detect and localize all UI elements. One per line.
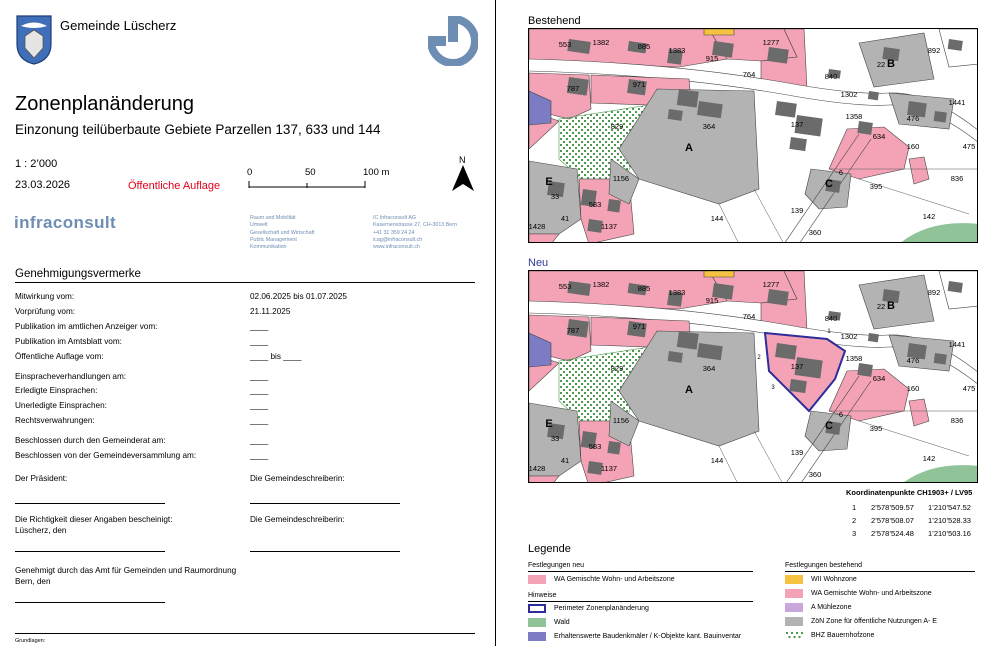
- parcel-number: 142: [922, 212, 936, 221]
- parcel-number: 1383: [668, 288, 686, 297]
- approval-value: ____: [250, 322, 269, 331]
- legend-label: ZöN Zone für öffentliche Nutzungen A- E: [811, 618, 937, 625]
- building: [868, 91, 879, 100]
- infraconsult-services: Raum und Mobilität Umwelt Gesellschaft und Wirtschaft Public Management Kommunikation: [250, 215, 315, 251]
- parcel-number: 476: [906, 356, 920, 365]
- coord-east: 2’578’524.48: [871, 529, 914, 538]
- map-title-new: Neu: [528, 257, 549, 269]
- coord-num: 1: [852, 503, 857, 512]
- parcel-number: 553: [558, 282, 572, 291]
- parcel-number: 160: [906, 384, 920, 393]
- parcel-number: 840: [824, 314, 838, 323]
- forest: [899, 465, 978, 483]
- parcel-number: 6: [838, 168, 844, 177]
- approval-label: Öffentliche Auflage vom:: [15, 352, 104, 361]
- parcel-number: 395: [869, 182, 883, 191]
- heading-divider: [15, 282, 475, 283]
- parcel-number: 364: [702, 122, 716, 131]
- page-title: Zonenplanänderung: [15, 93, 195, 115]
- parcel-number: 634: [872, 132, 886, 141]
- coordinates-title: Koordinatenpunkte CH1903+ / LV95: [846, 488, 973, 497]
- parcel-number: 475: [962, 142, 976, 151]
- legend-divider: [528, 601, 753, 602]
- parcel-number: 836: [950, 174, 964, 183]
- scalebar-label-0: 0: [247, 167, 253, 178]
- place-label: Lüscherz, den: [15, 526, 67, 535]
- map-existing: [528, 28, 978, 243]
- building: [668, 109, 683, 121]
- perimeter-point: 1: [827, 329, 831, 335]
- approval-label: Publikation im amtlichen Anzeiger vom:: [15, 322, 158, 331]
- approval-value: ____: [250, 386, 269, 395]
- building: [934, 111, 947, 123]
- parcel-number: 1358: [845, 354, 863, 363]
- building: [607, 199, 621, 213]
- parcel-number: 971: [632, 322, 646, 331]
- parcel-number: 1277: [762, 280, 780, 289]
- zone-letter: B: [887, 300, 895, 312]
- north-label: N: [459, 155, 466, 165]
- bottom-divider: [15, 633, 475, 634]
- coat-of-arms-icon: [15, 14, 53, 66]
- parcel-number: 160: [906, 142, 920, 151]
- legend-swatch-bhz: [785, 631, 803, 640]
- approval-value: ____: [250, 416, 269, 425]
- legend-swatch-wald: [528, 618, 546, 627]
- parcel-number: 583: [588, 442, 602, 451]
- clerk-label: Die Gemeindeschreiberin:: [250, 474, 345, 483]
- parcel-number: 1383: [668, 46, 686, 55]
- legend-label: A Mühlezone: [811, 604, 852, 611]
- parcel-number: 22: [876, 60, 886, 69]
- parcel-number: 1137: [600, 464, 618, 473]
- building: [789, 137, 807, 151]
- parcel-number: 634: [872, 374, 886, 383]
- legend-label: WII Wohnzone: [811, 576, 857, 583]
- parcel-number: 787: [566, 326, 580, 335]
- building: [767, 47, 789, 64]
- parcel-number: 137: [790, 362, 804, 371]
- parcel-number: 144: [710, 214, 724, 223]
- zone-wa: [529, 234, 559, 243]
- parcel-number: 142: [922, 454, 936, 463]
- parcel-number: 22: [876, 302, 886, 311]
- signature-line: [250, 551, 400, 552]
- parcel-number: 892: [927, 46, 941, 55]
- north-arrow-icon: [451, 164, 475, 192]
- parcel-number: 764: [742, 70, 756, 79]
- forest: [899, 223, 978, 243]
- legend-label: WA Gemischte Wohn- und Arbeitszone: [811, 590, 932, 597]
- parcel-number: 764: [742, 312, 756, 321]
- approval-value: ____: [250, 436, 269, 445]
- parcel-number: 475: [962, 384, 976, 393]
- parcel-number: 6: [838, 410, 844, 419]
- zone-letter: C: [825, 420, 833, 432]
- approvals-heading: Genehmigungsvermerke: [15, 268, 141, 280]
- map-new: [528, 270, 978, 483]
- parcel-number: 139: [790, 448, 804, 457]
- plan-date: 23.03.2026: [15, 179, 71, 191]
- approval-value: 21.11.2025: [250, 307, 291, 316]
- legend-swatch-wii: [785, 575, 803, 584]
- parcel-number: 1302: [840, 332, 858, 341]
- approval-label: Beschlossen von der Gemeindeversammlung am:: [15, 451, 197, 460]
- zone-letter: E: [545, 418, 553, 430]
- legend-label: Wald: [554, 619, 570, 626]
- approval-value: 02.06.2025 bis 01.07.2025: [250, 292, 347, 301]
- parcel-number: 1302: [840, 90, 858, 99]
- page-subtitle: Einzonung teilüberbaute Gebiete Parzellen 137, 633 und 144: [15, 122, 381, 137]
- building: [775, 101, 797, 118]
- municipality-name: Gemeinde Lüscherz: [60, 18, 177, 33]
- perimeter-point: 2: [757, 355, 761, 361]
- approval-label: Vorprüfung vom:: [15, 307, 76, 316]
- parcel-number: 829: [610, 364, 624, 373]
- legend-divider: [785, 571, 975, 572]
- approval-value: ____ bis ____: [250, 352, 302, 361]
- parcel-number: 840: [824, 72, 838, 81]
- approval-value: ____: [250, 372, 269, 381]
- approval-label: Mitwirkung vom:: [15, 292, 75, 301]
- parcel-number: 1428: [529, 222, 546, 231]
- infraconsult-address: IC Infraconsult AG Kasernenstrasse 27, CH-3013 Bern +41 31 359 24 24 icag@infraconsult.ch www.infraconsult.ch: [373, 215, 457, 251]
- parcel-number: 787: [566, 84, 580, 93]
- approved-label: Genehmigt durch das Amt für Gemeinden und Raumordnung: [15, 566, 237, 575]
- cadastral-map: [529, 271, 978, 483]
- coord-north: 1’210’547.52: [928, 503, 971, 512]
- zone-wii: [704, 29, 734, 35]
- approval-value: ____: [250, 451, 269, 460]
- building: [767, 289, 789, 306]
- parcel-number: 144: [710, 456, 724, 465]
- scalebar-label-50: 50: [305, 167, 316, 178]
- parcel-number: 1156: [612, 174, 630, 183]
- building: [677, 331, 699, 350]
- parcel-number: 1137: [600, 222, 618, 231]
- parcel-number: 915: [705, 296, 719, 305]
- approval-value: ____: [250, 337, 269, 346]
- building: [857, 363, 873, 377]
- cadastral-map: [529, 29, 978, 243]
- parcel-number: 1382: [592, 38, 610, 47]
- parcel-number: 139: [790, 206, 804, 215]
- plan-sheet: [496, 0, 989, 646]
- zone-wa: [909, 157, 929, 184]
- approval-label: Rechtsverwahrungen:: [15, 416, 95, 425]
- approval-label: Erledigte Einsprachen:: [15, 386, 98, 395]
- parcel-number: 1441: [948, 340, 966, 349]
- parcel-number: 137: [790, 120, 804, 129]
- approved-place-label: Bern, den: [15, 577, 51, 586]
- perimeter-point: 3: [771, 385, 775, 391]
- building: [948, 39, 963, 51]
- coord-num: 3: [852, 529, 857, 538]
- scalebar-label-100: 100 m: [363, 167, 390, 178]
- building: [934, 353, 947, 365]
- building: [607, 441, 621, 455]
- parcel-number: 829: [610, 122, 624, 131]
- building: [948, 281, 963, 293]
- parcel-number: 364: [702, 364, 716, 373]
- infraconsult-logo: infraconsult: [14, 213, 117, 232]
- clerk2-label: Die Gemeindeschreiberin:: [250, 515, 345, 524]
- parcel-number: 892: [927, 288, 941, 297]
- parcel-number: 1156: [612, 416, 630, 425]
- parcel-number: 360: [808, 228, 822, 237]
- legend-swatch-perimeter: [528, 604, 546, 613]
- approval-label: Einspracheverhandlungen am:: [15, 372, 127, 381]
- zone-wii: [704, 271, 734, 277]
- map-scale: 1 : 2’000: [15, 158, 58, 170]
- parcel-number: 885: [637, 284, 651, 293]
- status-label: Öffentliche Auflage: [128, 180, 221, 192]
- legend-swatch-wa-new: [528, 575, 546, 584]
- zone-letter: B: [887, 58, 895, 70]
- parcel-number: 476: [906, 114, 920, 123]
- infraconsult-mark-icon: [428, 16, 478, 66]
- parcel-number: 1358: [845, 112, 863, 121]
- legend-label: BHZ Bauernhofzone: [811, 632, 875, 639]
- parcel-number: 915: [705, 54, 719, 63]
- legend-hint-heading: Hinweise: [528, 592, 557, 599]
- legend-divider: [528, 571, 753, 572]
- approval-label: Publikation im Amtsblatt vom:: [15, 337, 122, 346]
- coord-north: 1’210’503.16: [928, 529, 971, 538]
- zone-letter: A: [685, 384, 693, 396]
- parcel-number: 885: [637, 42, 651, 51]
- parcel-number: 1277: [762, 38, 780, 47]
- legend-label: Perimeter Zonenplanänderung: [554, 605, 649, 612]
- zone-letter: C: [825, 178, 833, 190]
- legend-new-heading: Festlegungen neu: [528, 562, 585, 569]
- signature-line: [15, 503, 165, 504]
- legend-swatch-wa: [785, 589, 803, 598]
- legend-swatch-baudenkmal: [528, 632, 546, 641]
- approval-label: Unerledigte Einsprachen:: [15, 401, 107, 410]
- parcel-number: 1382: [592, 280, 610, 289]
- parcel-number: 360: [808, 470, 822, 479]
- parcel-number: 1428: [529, 464, 546, 473]
- zone-wa: [909, 399, 929, 426]
- parcel-number: 33: [550, 192, 560, 201]
- building: [868, 333, 879, 342]
- legend-existing-heading: Festlegungen bestehend: [785, 562, 863, 569]
- coord-east: 2’578’508.07: [871, 516, 914, 525]
- zone-letter: E: [545, 176, 553, 188]
- building: [668, 351, 683, 363]
- zone-wa: [529, 476, 559, 483]
- parcel-number: 41: [560, 456, 570, 465]
- legend-swatch-zoen: [785, 617, 803, 626]
- parcel-number: 41: [560, 214, 570, 223]
- approval-value: ____: [250, 401, 269, 410]
- legend-label: Erhaltenswerte Baudenkmäler / K-Objekte kant. Bauinventar: [554, 633, 742, 640]
- legend-label: WA Gemischte Wohn- und Arbeitszone: [554, 576, 675, 583]
- scalebar: [248, 179, 368, 191]
- approval-label: Beschlossen durch den Gemeinderat am:: [15, 436, 166, 445]
- zone-letter: A: [685, 142, 693, 154]
- building: [677, 89, 699, 108]
- parcel-number: 1441: [948, 98, 966, 107]
- parcel-number: 553: [558, 40, 572, 49]
- parcel-number: 583: [588, 200, 602, 209]
- signature-line: [15, 551, 165, 552]
- grundlagen-label: Grundlagen:: [15, 638, 46, 644]
- building: [789, 379, 807, 393]
- parcel-number: 836: [950, 416, 964, 425]
- map-title-existing: Bestehend: [528, 15, 581, 27]
- correctness-label: Die Richtigkeit dieser Angaben bescheinigt:: [15, 515, 173, 524]
- building: [857, 121, 873, 135]
- signature-line: [250, 503, 400, 504]
- president-label: Der Präsident:: [15, 474, 68, 483]
- signature-line: [15, 602, 165, 603]
- legend-swatch-muehle: [785, 603, 803, 612]
- parcel-number: 33: [550, 434, 560, 443]
- coord-east: 2’578’509.57: [871, 503, 914, 512]
- parcel-number: 395: [869, 424, 883, 433]
- parcel-number: 971: [632, 80, 646, 89]
- legend-title: Legende: [528, 543, 571, 555]
- building: [775, 343, 797, 360]
- coord-num: 2: [852, 516, 857, 525]
- coord-north: 1’210’528.33: [928, 516, 971, 525]
